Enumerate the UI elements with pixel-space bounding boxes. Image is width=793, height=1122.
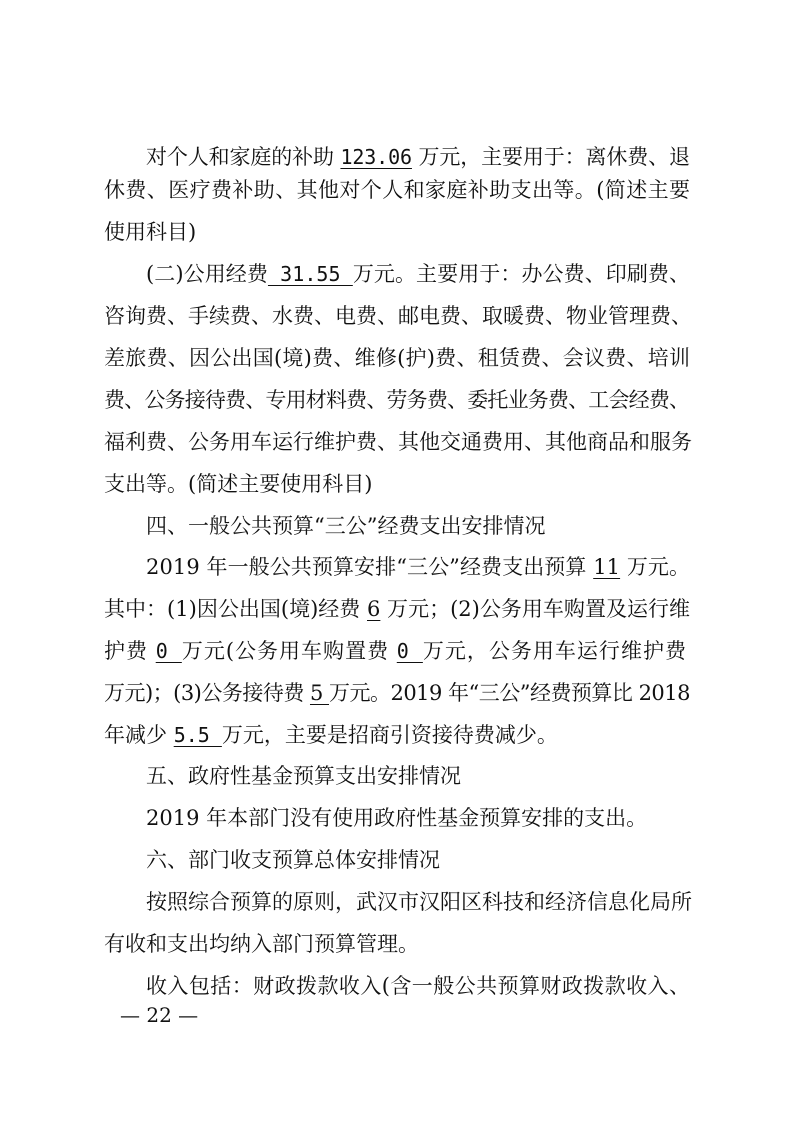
text-line [146,144,690,170]
text-line [104,471,372,497]
text-line [104,429,692,455]
text-line [104,177,690,203]
text-segment: 休费、医疗费补助、其他对个人和家庭补助支出等。(简述主要 [104,178,691,202]
text-line [146,805,647,831]
text-line [146,554,690,580]
underlined-amount: 0 [155,639,182,663]
text-line [104,931,419,957]
underlined-amount: 5 [309,681,329,705]
text-segment: 四、一般公共预算“三公”经费支出安排情况 [146,514,546,538]
text-segment: 万元)；(3)公务接待费 [104,681,310,705]
text-line [104,303,692,329]
text-segment: 按照综合预算的原则，武汉市汉阳区科技和经济信息化局所 [146,890,692,914]
text-line [146,973,690,999]
text-line [104,638,687,664]
text-segment: 万元，公务用车运行维护费 [422,639,687,663]
text-line [104,219,196,245]
underlined-amount: 6 [367,597,381,621]
text-segment: 万元(公务用车购置费 [181,639,397,663]
text-segment: 护费 [104,639,156,663]
text-segment: 万元。 [620,555,691,579]
text-segment: 使用科目) [104,220,197,244]
text-segment: 万元，主要是招商引资接待费减少。 [221,723,558,747]
text-segment: 万元，主要用于：离休费、退 [411,145,690,169]
underlined-amount: 0 [396,639,423,663]
text-line [104,680,690,706]
text-segment: 福利费、公务用车运行维护费、其他交通费用、其他商品和服务 [104,430,692,454]
text-segment: 支出等。(简述主要使用科目) [104,472,373,496]
text-segment: 差旅费、因公出国(境)费、维修(护)费、租赁费、会议费、培训 [104,346,691,370]
text-segment: 2019 年一般公共预算安排“三公”经费支出预算 [146,555,594,579]
underlined-amount: 123.06 [340,145,412,169]
text-segment: 咨询费、手续费、水费、电费、邮电费、取暖费、物业管理费、 [104,304,692,328]
text-line [104,387,689,413]
text-line [146,763,461,789]
text-segment: 费、公务接待费、专用材料费、劳务费、委托业务费、工会经费、 [104,388,690,412]
text-segment: 万元；(2)公务用车购置及运行维 [380,597,690,621]
underlined-amount: 31.55 [267,262,353,286]
text-segment: (二)公用经费 [146,262,268,286]
text-line [146,889,692,915]
text-segment: 年减少 [104,723,174,747]
text-line [104,722,558,748]
text-segment: 对个人和家庭的补助 [146,145,341,169]
text-segment: 万元。2019 年“三公”经费预算比 2018 [329,681,690,705]
text-segment: 万元。主要用于：办公费、印刷费、 [352,262,691,286]
text-segment: 有收和支出均纳入部门预算管理。 [104,932,419,956]
text-segment: 其中：(1)因公出国(境)经费 [104,597,367,621]
text-segment: 2019 年本部门没有使用政府性基金预算安排的支出。 [146,806,648,830]
underlined-amount: 5.5 [173,723,222,747]
text-segment: 六、部门收支预算总体安排情况 [146,848,440,872]
underlined-amount: 11 [593,555,621,579]
text-line [146,513,545,539]
text-segment: 收入包括：财政拨款收入(含一般公共预算财政拨款收入、 [146,974,691,998]
page-number: — 22 — [120,1003,199,1027]
text-line [104,345,690,371]
text-line [146,847,440,873]
text-line [104,596,690,622]
text-line [146,261,690,287]
text-segment: 五、政府性基金预算支出安排情况 [146,764,461,788]
